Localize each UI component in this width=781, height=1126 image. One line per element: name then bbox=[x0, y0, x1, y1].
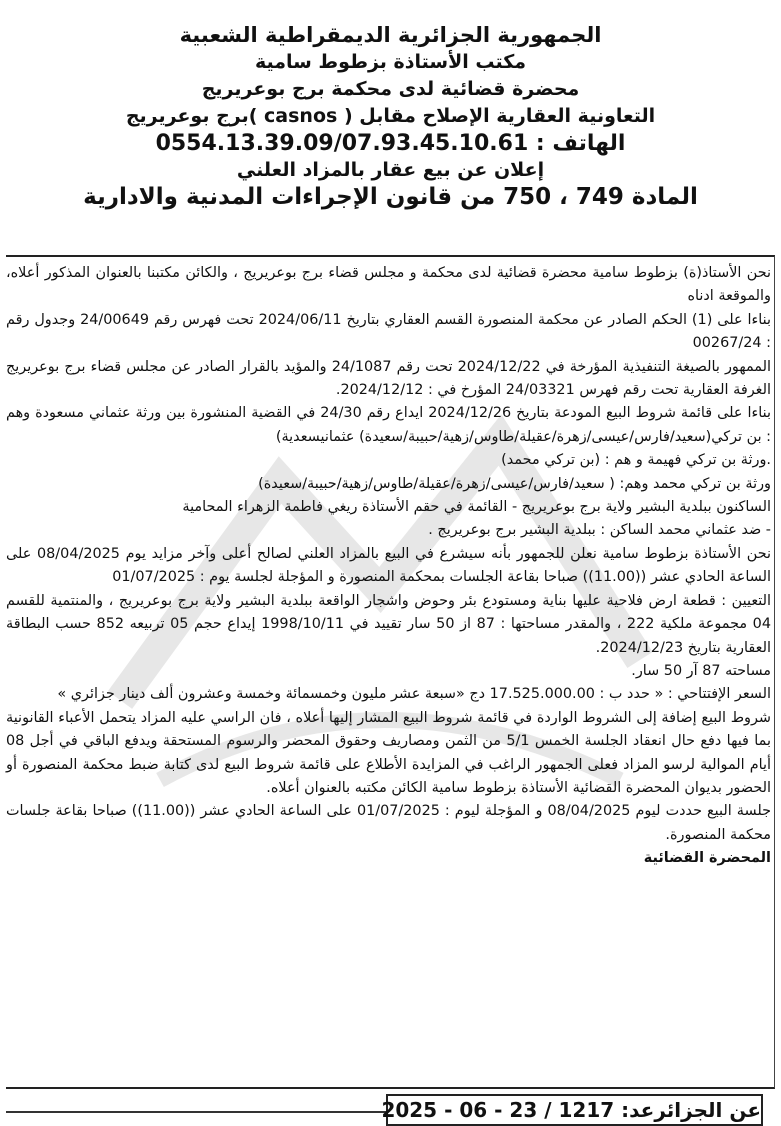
paragraph-heirs-mohamed: ورثة بن تركي محمد وهم: ( سعيد/فارس/عيسى/زهرة/عقيلة/طاوس/زهية/حبيبة/سعيدة) bbox=[258, 475, 771, 492]
paragraph-area: مساحته 87 آر 50 سار. bbox=[631, 662, 771, 679]
paragraph-intro: نحن الأستاذ(ة) بزطوط سامية محضرة قضائية لدى محكمة و مجلس قضاء برج بوعريريج ، والكائن مكتبنا بالعنوان المذكور أعلاه، والموقعة ادناه bbox=[6, 265, 771, 305]
bailiff-court: محضرة قضائية لدى محكمة برج بوعريريج bbox=[201, 78, 580, 100]
notice-header bbox=[0, 22, 781, 211]
paragraph-conditions-filing: بناءا على قائمة شروط البيع المودعة بتاريخ 2024/12/26 ايداع رقم 24/30 في القضية المنشورة بين ورثة عثماني مسعودة وهم : بن تركي(سعيد/فارس/عيسى/زهرة/عقيلة/طاوس/زهية/حبيبة/سعيدة) عثمانيسعدية) bbox=[6, 405, 771, 445]
paragraph-judgment: بناءا على (1) الحكم الصادر عن محكمة المنصورة القسم العقاري بتاريخ 2024/06/11 تحت فهرس رقم 24/00649 وجدول رقم : 00267/24 bbox=[6, 311, 772, 352]
paragraph-session-date: جلسة البيع حددت ليوم 08/04/2025 و المؤجلة ليوم : 01/07/2025 على الساعة الحادي عشر ((11.00)) صباحا بقاعة جلسات محكمة المنصورة. bbox=[6, 803, 771, 843]
footer-rule bbox=[6, 1111, 386, 1113]
paragraph-property-description: التعيين : قطعة ارض فلاحية عليها بناية ومستودع بئر وحوض واشجار الواقعة ببلدية البشير ولاية برج بوعريريج ، والمنتمية للقسم 04 مجموعة ملكية 222 ، والمقدر مساحتها : 87 از 50 سار تقييد في 1998/10/11 إيداع حجم 05 تربيعه 852 حسب البطاقة العقارية بتاريخ 2024/12/23. bbox=[6, 592, 771, 656]
paragraph-enforcement: الممهور بالصيغة التنفيذية المؤرخة في 2024/12/22 تحت رقم 24/1087 والمؤيد بالقرار الصادر عن مجلس قضاء برج بوعريريج الغرفة العقارية تحت رقم فهرس 24/03321 المؤرخ في : 2024/12/12. bbox=[6, 358, 771, 399]
phone-numbers: الهاتف : 0554.13.39.09/07.93.45.10.61 bbox=[155, 131, 626, 156]
notice-body bbox=[6, 262, 771, 871]
paragraph-residence: الساكنون ببلدية البشير ولاية برج بوعريريج - القائمة في حقم الأستاذة ريغي فاطمة الزهراء المحامية bbox=[182, 499, 771, 516]
paragraph-heirs-fahima: .ورثة بن تركي فهيمة و هم : (بن تركي محمد) bbox=[501, 452, 771, 469]
signature: المحضرة القضائية bbox=[643, 850, 771, 867]
office-address: التعاونية العقارية الإصلاح مقابل ( casnos )برج بوعريريج bbox=[125, 105, 656, 127]
legal-articles: المادة 749 ، 750 من قانون الإجراءات المدنية والادارية bbox=[83, 184, 698, 210]
republic-title: الجمهورية الجزائرية الديمقراطية الشعبية bbox=[179, 23, 602, 47]
paragraph-sale-conditions: شروط البيع إضافة إلى الشروط الواردة في قائمة شروط البيع المشار إليها أعلاه ، فان الراسي عليه المزاد يتحمل الأعباء القانونية بما فيها دفع حال انعقاد الجلسة الخمس 5/1 من الثمن ومصاريف وحقوق المحضر والرسوم المستحقة ويدفع الباقي في أجل 08 أيام الموالية لرسو المزاد فعلى الجمهور الراغب في المزايدة الأطلاع على قائمة شروط البيع لدى كتابة ضبط محكمة المنصورة أو الحضور بديوان المحضرة القضائية الأستاذة بزطوط سامية الكائن مكتبه بالعنوان أعلاه. bbox=[6, 709, 771, 796]
paragraph-opening-price: السعر الإفتتاحي : « حدد ب : 17.525.000.00 دج «سبعة عشر مليون وخمسمائة وخمسة وعشرون ألف دينار جزائري » bbox=[57, 686, 771, 703]
office-name: مكتب الأستاذة بزطوط سامية bbox=[254, 51, 527, 73]
paragraph-auction-announcement: نحن الأستاذة بزطوط سامية نعلن للجمهور بأنه سيشرع في البيع بالمزاد العلني لصالح أعلى وآخر مزايد يوم 08/04/2025 على الساعة الحادي عشر ((11.00)) صباحا بقاعة الجلسات بمحكمة المنصورة و المؤجلة لجلسة يوم : 01/07/2025 bbox=[6, 545, 771, 586]
notice-title: إعلان عن بيع عقار بالمزاد العلني bbox=[236, 159, 545, 181]
publication-reference: عن الجزائرعد: 1217 / 23 - 06 - 2025 bbox=[386, 1094, 763, 1126]
paragraph-defendant: - ضد عثماني محمد الساكن : ببلدية البشير برج بوعريريج . bbox=[428, 522, 771, 539]
